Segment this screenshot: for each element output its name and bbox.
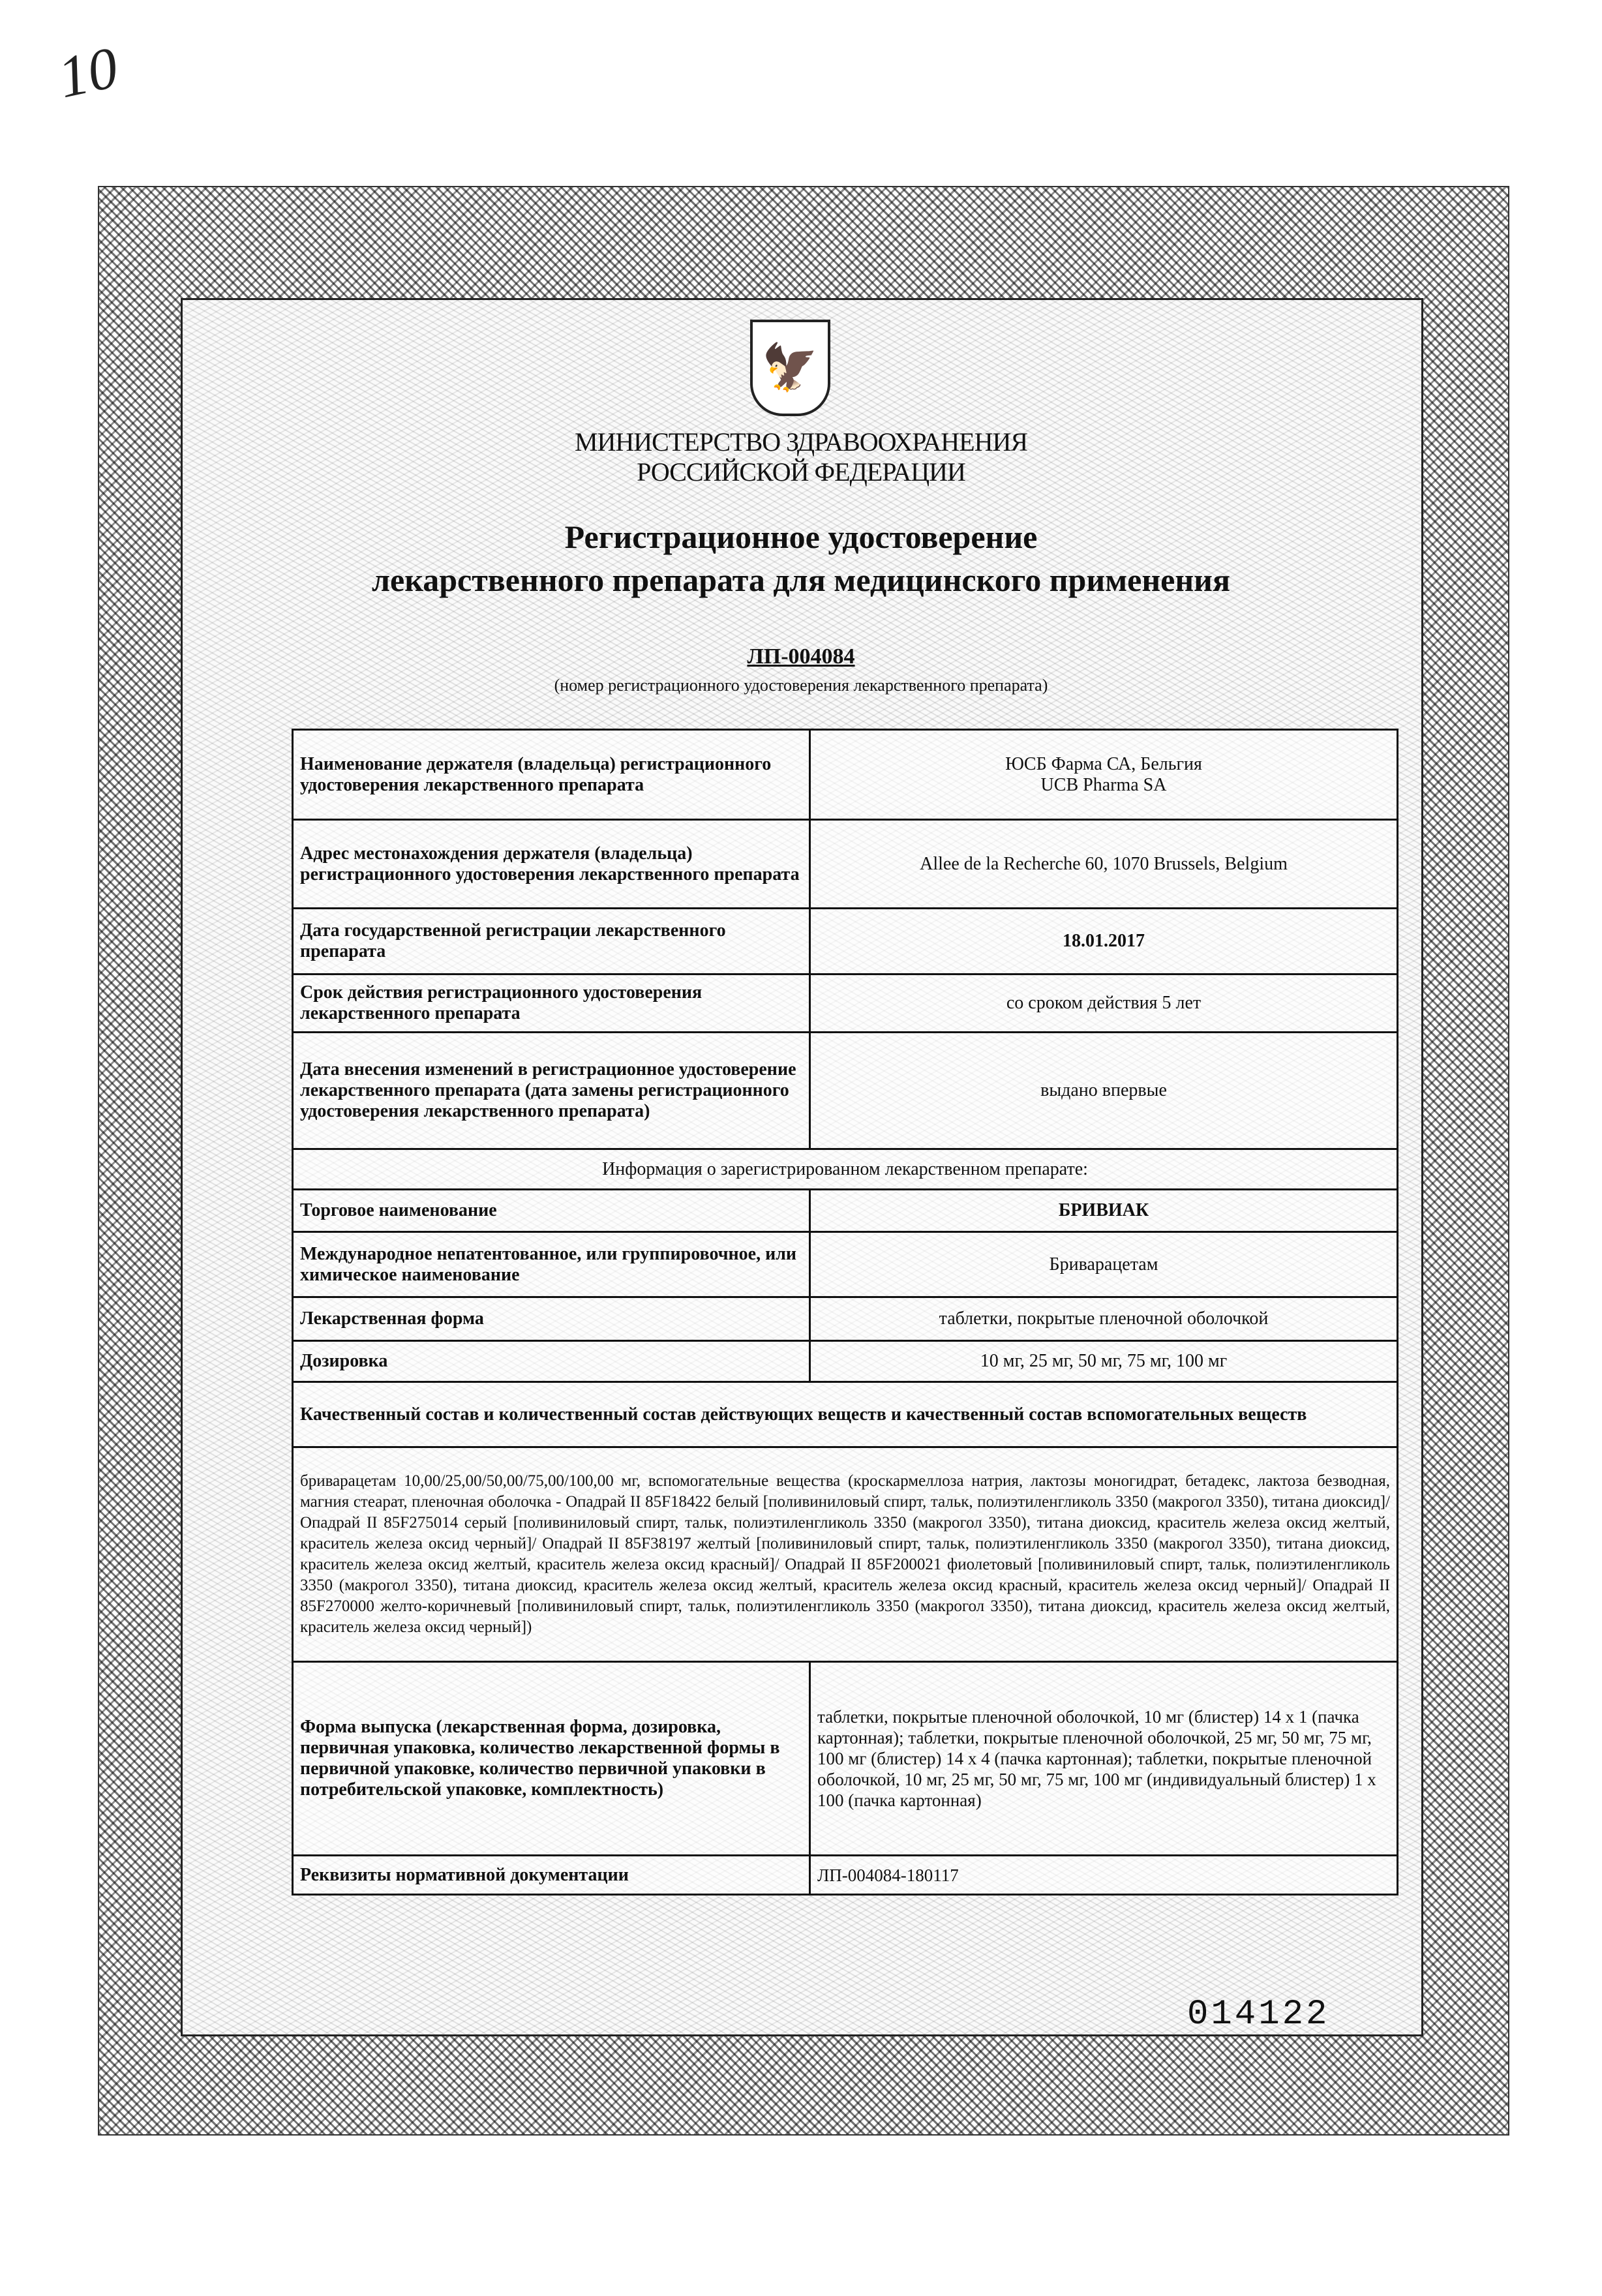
registration-date-value: 18.01.2017 [810,909,1398,974]
registration-number: ЛП-004084 [747,644,855,669]
dosage-value: 10 мг, 25 мг, 50 мг, 75 мг, 100 мг [810,1341,1398,1382]
ministry-name [0,427,1602,487]
table-row [293,909,1398,974]
table-row [293,974,1398,1033]
dosage-form-label: Лекарственная форма [293,1297,810,1341]
table-row [293,1341,1398,1382]
title-line-2: лекарственного препарата для медицинского применения [371,562,1231,598]
ministry-line-2: РОССИЙСКОЙ ФЕДЕРАЦИИ [637,457,965,487]
holder-name-ru: ЮСБ Фарма СА, Бельгия [1005,753,1202,774]
composition-text: бриварацетам 10,00/25,00/50,00/75,00/100,00 мг, вспомогательные вещества (кроскармеллоза натрия, лактозы моногидрат, бетадекс, лактоза безводная, магния стеарат, пленочная оболочка - Опадрай II 85F18422 белый [поливиниловый спирт, тальк, полиэтиленгликоль 3350 (макрогол 3350), титана диоксид]/ Опадрай II 85F275014 серый [поливиниловый спирт, тальк, полиэтиленгликоль 3350 (макрогол 3350), титана диоксид, краситель железа оксид желтый, краситель железа оксид черный]/ Опадрай II 85F38197 желтый [поливиниловый спирт, тальк, полиэтиленгликоль 3350 (макрогол 3350), титана диоксид, краситель железа оксид желтый, краситель железа оксид красный]/ Опадрай II 85F200021 фиолетовый [поливиниловый спирт, тальк, полиэтиленгликоль 3350 (макрогол 3350), титана диоксид, краситель железа оксид желтый, краситель железа оксид красный, краситель железа оксид черный]/ Опадрай II 85F270000 желто-коричневый [поливиниловый спирт, тальк, полиэтиленгликоль 3350 (макрогол 3350), титана диоксид, краситель железа оксид желтый, краситель железа оксид черный]) [293,1447,1398,1662]
table-row [293,1033,1398,1149]
table-row [293,1662,1398,1856]
table-row [293,1447,1398,1662]
inn-label: Международное непатентованное, или группировочное, или химическое наименование [293,1232,810,1297]
table-row [293,730,1398,820]
dosage-form-value: таблетки, покрытые пленочной оболочкой [810,1297,1398,1341]
coat-of-arms-emblem-icon: 🦅 [750,320,830,416]
dosage-label: Дозировка [293,1341,810,1382]
holder-address-label: Адрес местонахождения держателя (владельца) регистрационного удостоверения лекарственного препарата [293,820,810,909]
drug-info-heading: Информация о зарегистрированном лекарственном препарате: [293,1149,1398,1190]
table-row [293,1232,1398,1297]
form-serial-number: 014122 [1187,1995,1330,2034]
holder-name-value [810,730,1398,820]
trade-name-label: Торговое наименование [293,1190,810,1232]
composition-heading: Качественный состав и количественный состав действующих веществ и качественный состав вспомогательных веществ [293,1382,1398,1447]
holder-name-label: Наименование держателя (владельца) регистрационного удостоверения лекарственного препарата [293,730,810,820]
table-row [293,820,1398,909]
table-row [293,1382,1398,1447]
validity-value: со сроком действия 5 лет [810,974,1398,1033]
validity-label: Срок действия регистрационного удостоверения лекарственного препарата [293,974,810,1033]
holder-name-en: UCB Pharma SA [1040,774,1167,795]
certificate-table [292,729,1398,1896]
registration-date-label: Дата государственной регистрации лекарственного препарата [293,909,810,974]
table-row [293,1297,1398,1341]
changes-date-label: Дата внесения изменений в регистрационное удостоверение лекарственного препарата (дата замены регистрационного удостоверения лекарственного препарата) [293,1033,810,1149]
ministry-line-1: МИНИСТЕРСТВО ЗДРАВООХРАНЕНИЯ [574,427,1028,457]
packaging-label: Форма выпуска (лекарственная форма, дозировка, первичная упаковка, количество лекарственной формы в первичной упаковке, количество первичной упаковки в потребительской упаковке, комплектность) [293,1662,810,1856]
normative-docs-value: ЛП-004084-180117 [810,1856,1398,1895]
title-line-1: Регистрационное удостоверение [564,519,1038,555]
handwritten-note: 10 [52,35,124,111]
packaging-value: таблетки, покрытые пленочной оболочкой, 10 мг (блистер) 14 x 1 (пачка картонная); таблетки, покрытые пленочной оболочкой, 25 мг, 50 мг, 75 мг, 100 мг (блистер) 14 x 4 (пачка картонная); таблетки, покрытые пленочной оболочкой, 10 мг, 25 мг, 50 мг, 75 мг, 100 мг (индивидуальный блистер) 1 x 100 (пачка картонная) [810,1662,1398,1856]
normative-docs-label: Реквизиты нормативной документации [293,1856,810,1895]
table-row [293,1149,1398,1190]
changes-date-value: выдано впервые [810,1033,1398,1149]
table-row [293,1856,1398,1895]
document-title [0,515,1602,601]
registration-number-caption: (номер регистрационного удостоверения лекарственного препарата) [554,676,1048,695]
inn-value: Бриварацетам [810,1232,1398,1297]
trade-name-value: БРИВИАК [810,1190,1398,1232]
holder-address-value: Allee de la Recherche 60, 1070 Brussels, Belgium [810,820,1398,909]
table-row [293,1190,1398,1232]
